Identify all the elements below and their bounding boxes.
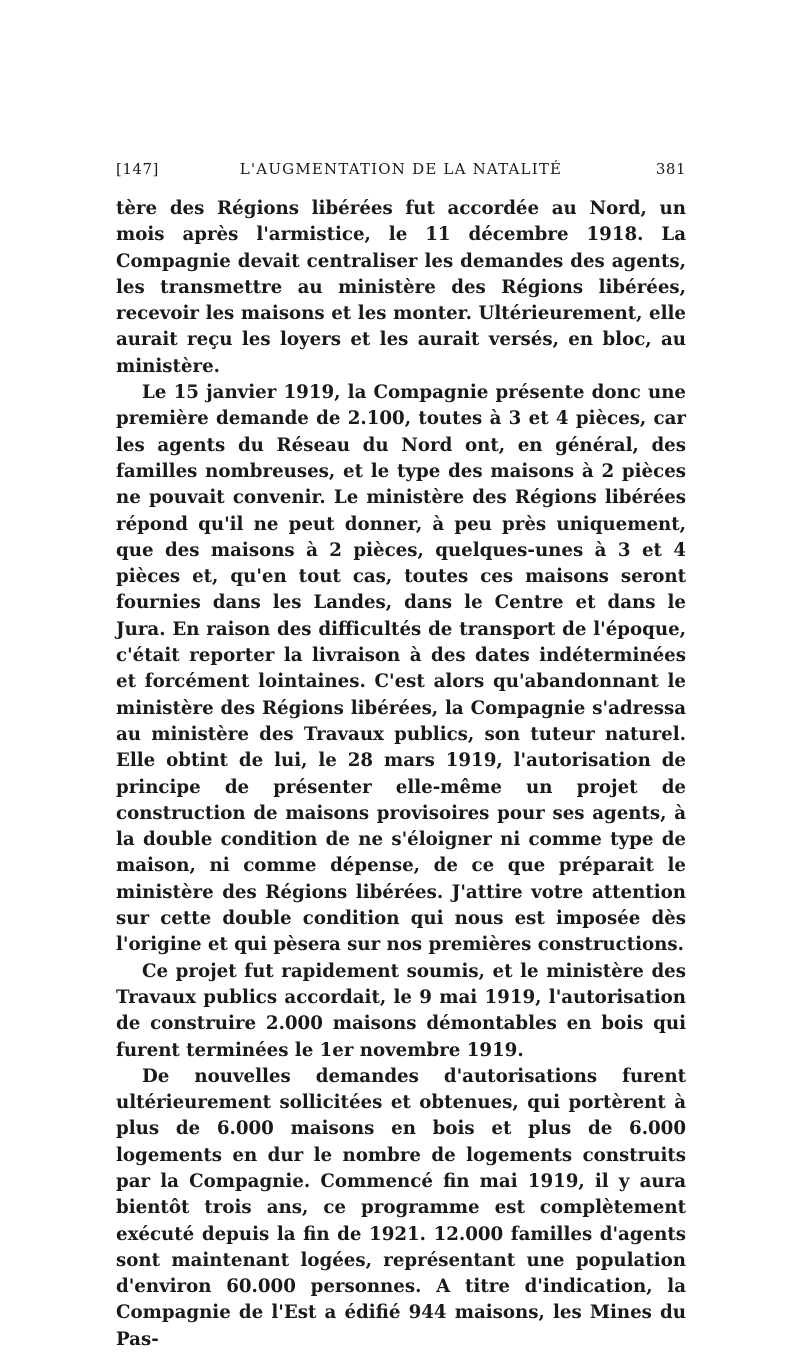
paragraph-2: Le 15 janvier 1919, la Compagnie présente donc une première demande de 2.100, toutes à 3 et 4 pièces, car les agents du Réseau du Nord ont, en général, des familles nombreuses, et le type des maisons à 2 pièces ne pouvait convenir. Le ministère des Régions libérées répond qu'il ne peut donner, à peu près uniquement, que des maisons à 2 pièces, quelques-unes à 3 et 4 pièces et, qu'en tout cas, toutes ces maisons seront fournies dans les Landes, dans le Centre et dans le Jura. En raison des difficultés de transport de l'époque, c'était reporter la livraison à des dates indéterminées et forcément lointaines. C'est alors qu'abandonnant le ministère des Régions libérées, la Compagnie s'adressa au ministère des Travaux publics, son tuteur naturel. Elle obtint de lui, le 28 mars 1919, l'autorisation de principe de présenter elle-même un projet de construction de maisons provisoires pour ses agents, à la double condition de ne s'éloigner ni comme type de maison, ni comme dépense, de ce que préparait le ministère des Régions libérées. J'attire votre attention sur cette double condition qui nous est imposée dès l'origine et qui pèsera sur nos premières constructions. — [116, 382, 686, 956]
page-reference: [147] — [116, 160, 159, 178]
paragraph-4: De nouvelles demandes d'autorisations furent ultérieurement sollicitées et obtenues, qui portèrent à plus de 6.000 maisons en bois et plus de 6.000 logements en dur le nombre de logements construits par la Compagnie. Commencé fin mai 1919, il y aura bientôt trois ans, ce programme est complètement exécuté depuis la fin de 1921. 12.000 familles d'agents sont maintenant logées, représentant une population d'environ 60.000 personnes. A titre d'indication, la Compagnie de l'Est a édifié 944 maisons, les Mines du Pas- — [116, 1065, 686, 1350]
running-header — [116, 160, 686, 184]
page-number: 381 — [655, 160, 686, 178]
running-title: L'AUGMENTATION DE LA NATALITÉ — [239, 160, 563, 178]
body-text — [116, 196, 686, 1353]
book-page — [116, 160, 686, 1353]
paragraph-3: Ce projet fut rapidement soumis, et le ministère des Travaux publics accordait, le 9 mai 1919, l'autorisation de construire 2.000 maisons démontables en bois qui furent terminées le 1er novembre 1919. — [116, 960, 686, 1061]
paragraph-1: tère des Régions libérées fut accordée au Nord, un mois après l'armistice, le 11 décembre 1918. La Compagnie devait centraliser les demandes des agents, les transmettre au ministère des Régions libérées, recevoir les maisons et les monter. Ultérieurement, elle aurait reçu les loyers et les aurait versés, en bloc, au ministère. — [116, 198, 686, 377]
